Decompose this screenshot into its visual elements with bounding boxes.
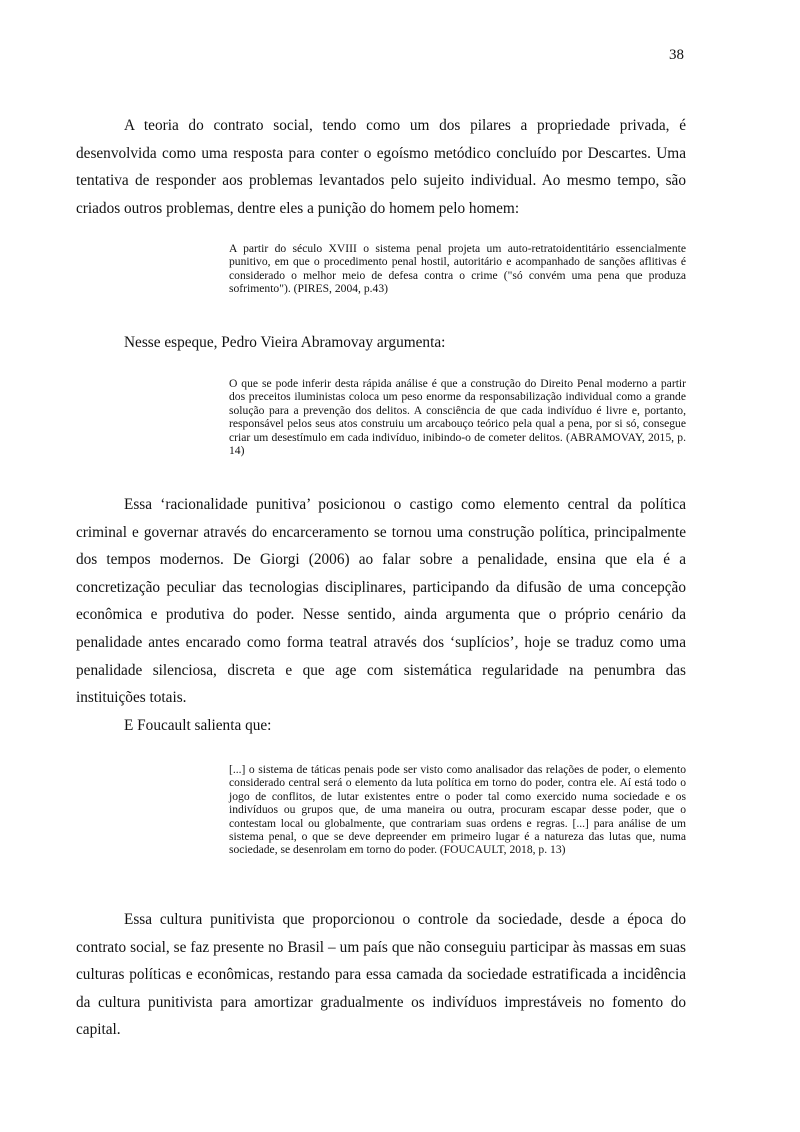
paragraph-abramovay-intro: Nesse espeque, Pedro Vieira Abramovay argumenta: [124, 334, 446, 351]
paragraph-foucault-intro: E Foucault salienta que: [124, 717, 272, 734]
page-number: 38 [669, 47, 684, 63]
block-quote-abramovay: O que se pode inferir desta rápida análise é que a construção do Direito Penal moderno a partir dos preceitos iluministas coloca um peso enorme da responsabilização individual como a grande solução para a prevenção dos delitos. A consciência de que cada indivíduo é livre e, portanto, responsável pelos seus atos construiu um arcabouço teórico pela qual a pena, por si só, consegue criar um desestímulo em cada indivíduo, inibindo-o de cometer delitos. (ABRAMOVAY, 2015, p. 14) [229, 377, 686, 458]
paragraph-racionalidade-punitiva: Essa ‘racionalidade punitiva’ posicionou o castigo como elemento central da política criminal e governar através do encarceramento se tornou uma construção política, principalmente dos tempos modernos. De Giorgi (2006) ao falar sobre a penalidade, ensina que ela é a concretização peculiar das tecnologias disciplinares, participando da difusão de uma concepção econômica e produtiva do poder. Nesse sentido, ainda argumenta que o próprio cenário da penalidade antes encarado como forma teatral através dos ‘suplícios’, hoje se traduz como uma penalidade silenciosa, discreta e que age com sistemática regularidade na penumbra das instituições totais. [76, 496, 686, 707]
paragraph-cultura-punitivista: Essa cultura punitivista que proporcionou o controle da sociedade, desde a época do contrato social, se faz presente no Brasil – um país que não conseguiu participar às massas em suas culturas políticas e econômicas, restando para essa camada da sociedade estratificada a incidência da cultura punitivista para amortizar gradualmente os indivíduos imprestáveis no fomento do capital. [76, 911, 686, 1039]
paragraph-contrato-social: A teoria do contrato social, tendo como um dos pilares a propriedade privada, é desenvolvida como uma resposta para conter o egoísmo metódico concluído por Descartes. Uma tentativa de responder aos problemas levantados pelo sujeito individual. Ao mesmo tempo, são criados outros problemas, dentre eles a punição do homem pelo homem: [76, 117, 686, 217]
block-quote-foucault: [...] o sistema de táticas penais pode ser visto como analisador das relações de poder, o elemento considerado central será o elemento da luta política em torno do poder, contra ele. Aí está todo o jogo de conflitos, de lutar existentes entre o poder tal como exercido numa sociedade e os indivíduos ou grupos que, de uma maneira ou outra, procuram escapar desse poder, que o contestam local ou globalmente, que contrariam suas ordens e regras. [...] para análise de um sistema penal, o que se deve depreender em primeiro lugar é a natureza das lutas que, numa sociedade, se desenrolam em torno do poder. (FOUCAULT, 2018, p. 13) [229, 763, 686, 857]
block-quote-pires: A partir do século XVIII o sistema penal projeta um auto-retratoidentitário essencialmente punitivo, em que o procedimento penal hostil, autoritário e acompanhado de sanções aflitivas é considerado o melhor meio de defesa contra o crime ("só convém uma pena que produza sofrimento"). (PIRES, 2004, p.43) [229, 242, 686, 296]
